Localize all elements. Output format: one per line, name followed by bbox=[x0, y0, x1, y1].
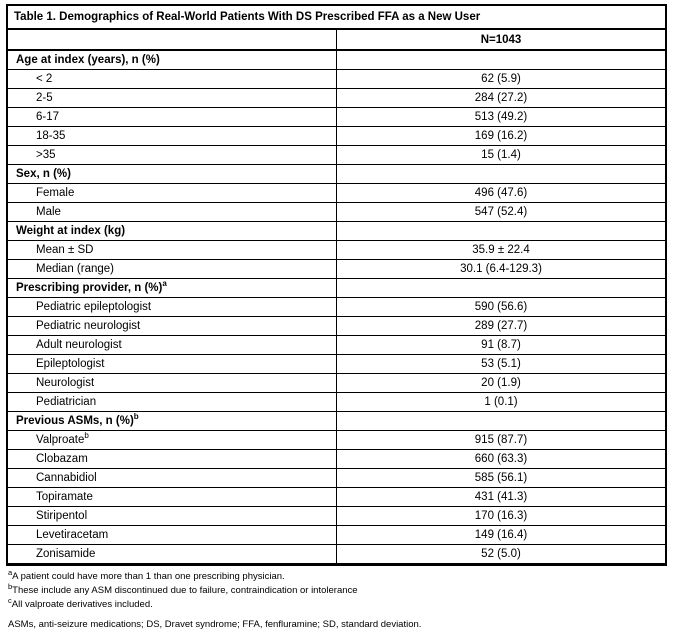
row-label: 6-17 bbox=[8, 108, 337, 127]
table-row bbox=[8, 241, 665, 260]
section-label: Weight at index (kg) bbox=[8, 222, 337, 241]
row-value: 431 (41.3) bbox=[337, 488, 666, 507]
row-label: Valproate$^b$ bbox=[8, 431, 337, 450]
table-row bbox=[8, 488, 665, 507]
table-row bbox=[8, 336, 665, 355]
table-body bbox=[8, 6, 665, 564]
table-caption-row bbox=[8, 6, 665, 29]
table-row bbox=[8, 203, 665, 222]
table-row bbox=[8, 317, 665, 336]
footnote bbox=[8, 595, 663, 612]
table-section-row bbox=[8, 50, 665, 70]
row-value: 91 (8.7) bbox=[337, 336, 666, 355]
footnote bbox=[8, 567, 663, 584]
demographics-table-container bbox=[6, 4, 667, 566]
row-value: 53 (5.1) bbox=[337, 355, 666, 374]
row-value: 585 (56.1) bbox=[337, 469, 666, 488]
section-label: Prescribing provider, n (%)$^a$ bbox=[8, 279, 337, 298]
table-row bbox=[8, 70, 665, 89]
column-header-blank bbox=[8, 29, 337, 50]
footnote-text: All valproate derivatives included. bbox=[11, 599, 153, 610]
demographics-table bbox=[8, 6, 665, 564]
row-label: Cannabidiol bbox=[8, 469, 337, 488]
row-label: Stiripentol bbox=[8, 507, 337, 526]
table-row bbox=[8, 127, 665, 146]
row-label: < 2 bbox=[8, 70, 337, 89]
table-section-row bbox=[8, 279, 665, 298]
row-label: Pediatric neurologist bbox=[8, 317, 337, 336]
section-value bbox=[337, 222, 666, 241]
row-value: 170 (16.3) bbox=[337, 507, 666, 526]
section-label: Sex, n (%) bbox=[8, 165, 337, 184]
footnote-marker: b bbox=[8, 581, 13, 591]
footnote-text: These include any ASM discontinued due to failure, contraindication or intolerance bbox=[12, 585, 358, 596]
footnote-text: A patient could have more than 1 than one prescribing physician. bbox=[12, 571, 285, 582]
row-label: Pediatric epileptologist bbox=[8, 298, 337, 317]
table-row bbox=[8, 260, 665, 279]
table-row bbox=[8, 355, 665, 374]
row-value: 513 (49.2) bbox=[337, 108, 666, 127]
table-section-row bbox=[8, 222, 665, 241]
footnotes-block bbox=[8, 567, 663, 632]
row-value: 289 (27.7) bbox=[337, 317, 666, 336]
table-row bbox=[8, 108, 665, 127]
table-row bbox=[8, 431, 665, 450]
row-value: 15 (1.4) bbox=[337, 146, 666, 165]
row-label: Male bbox=[8, 203, 337, 222]
section-value bbox=[337, 412, 666, 431]
row-label: Clobazam bbox=[8, 450, 337, 469]
table-row bbox=[8, 374, 665, 393]
row-value: 52 (5.0) bbox=[337, 545, 666, 564]
row-label: Pediatrician bbox=[8, 393, 337, 412]
row-label: Female bbox=[8, 184, 337, 203]
footnote-marker: b bbox=[84, 431, 89, 441]
row-value: 660 (63.3) bbox=[337, 450, 666, 469]
row-value: 590 (56.6) bbox=[337, 298, 666, 317]
row-label: Neurologist bbox=[8, 374, 337, 393]
table-row bbox=[8, 507, 665, 526]
row-label: Zonisamide bbox=[8, 545, 337, 564]
table-row bbox=[8, 184, 665, 203]
table-row bbox=[8, 89, 665, 108]
footnote bbox=[8, 581, 663, 598]
row-label: Median (range) bbox=[8, 260, 337, 279]
row-value: 62 (5.9) bbox=[337, 70, 666, 89]
row-label: 18-35 bbox=[8, 127, 337, 146]
row-value: 915 (87.7) bbox=[337, 431, 666, 450]
table-row bbox=[8, 298, 665, 317]
row-value: 284 (27.2) bbox=[337, 89, 666, 108]
table-section-row bbox=[8, 412, 665, 431]
table-row bbox=[8, 393, 665, 412]
row-value: 35.9 ± 22.4 bbox=[337, 241, 666, 260]
row-label: >35 bbox=[8, 146, 337, 165]
row-label: Topiramate bbox=[8, 488, 337, 507]
section-value bbox=[337, 165, 666, 184]
row-label: 2-5 bbox=[8, 89, 337, 108]
row-value: 30.1 (6.4-129.3) bbox=[337, 260, 666, 279]
section-value bbox=[337, 279, 666, 298]
table-caption: Table 1. Demographics of Real-World Patients With DS Prescribed FFA as a New User bbox=[8, 6, 665, 29]
table-column-header-row bbox=[8, 29, 665, 50]
footnote-marker: a bbox=[162, 279, 167, 289]
row-label: Mean ± SD bbox=[8, 241, 337, 260]
footnote-marker: c bbox=[8, 595, 12, 605]
section-label: Age at index (years), n (%) bbox=[8, 50, 337, 70]
footnote-marker: a bbox=[8, 567, 13, 577]
section-value bbox=[337, 50, 666, 70]
footnote-marker: b bbox=[133, 412, 139, 422]
row-label: Epileptologist bbox=[8, 355, 337, 374]
table-section-row bbox=[8, 165, 665, 184]
row-value: 547 (52.4) bbox=[337, 203, 666, 222]
section-label: Previous ASMs, n (%)$^b$ bbox=[8, 412, 337, 431]
row-value: 149 (16.4) bbox=[337, 526, 666, 545]
table-row bbox=[8, 526, 665, 545]
table-row bbox=[8, 450, 665, 469]
column-header-n: N=1043 bbox=[337, 29, 666, 50]
abbreviations-note: ASMs, anti-seizure medications; DS, Dravet syndrome; FFA, fenfluramine; SD, standard deviation. bbox=[8, 619, 422, 630]
row-value: 496 (47.6) bbox=[337, 184, 666, 203]
table-row bbox=[8, 469, 665, 488]
table-row bbox=[8, 146, 665, 165]
row-value: 20 (1.9) bbox=[337, 374, 666, 393]
row-value: 1 (0.1) bbox=[337, 393, 666, 412]
row-label: Levetiracetam bbox=[8, 526, 337, 545]
row-label: Adult neurologist bbox=[8, 336, 337, 355]
table-row bbox=[8, 545, 665, 564]
row-value: 169 (16.2) bbox=[337, 127, 666, 146]
